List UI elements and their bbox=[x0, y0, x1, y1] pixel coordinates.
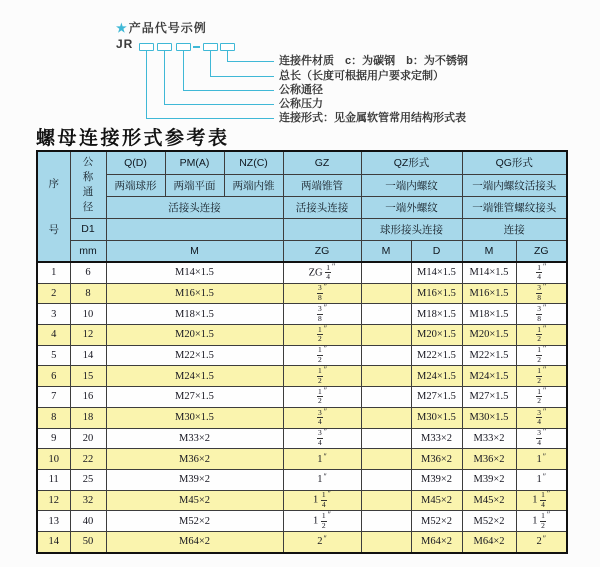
header-row-d1 bbox=[37, 218, 567, 240]
table-cell: M45×2 bbox=[411, 490, 462, 511]
table-header bbox=[37, 151, 567, 262]
thread-col-qz-d: D bbox=[411, 240, 462, 262]
table-cell: 2 bbox=[37, 283, 70, 304]
conn-generic: 连接 bbox=[462, 218, 567, 240]
table-cell: M22×1.5 bbox=[462, 345, 516, 366]
table-cell: 25 bbox=[70, 469, 106, 490]
empty-cell bbox=[283, 218, 361, 240]
col-header-qd: Q(D) bbox=[106, 151, 165, 174]
code-label-length: 总长（长度可根据用户要求定制） bbox=[279, 70, 444, 82]
table-cell: 10 bbox=[37, 449, 70, 470]
table-cell: 8 bbox=[70, 283, 106, 304]
table-cell: M22×1.5 bbox=[106, 345, 283, 366]
table-cell bbox=[361, 345, 411, 366]
code-label-diameter: 公称通径 bbox=[279, 84, 323, 96]
table-cell: M36×2 bbox=[106, 449, 283, 470]
table-cell: M20×1.5 bbox=[106, 325, 283, 346]
table-cell: 12 bbox=[37, 490, 70, 511]
connector-line bbox=[146, 118, 274, 119]
conn-union-gz: 活接头连接 bbox=[283, 196, 361, 218]
table-cell: 6 bbox=[37, 366, 70, 387]
thread-col-qg-zg: ZG bbox=[516, 240, 567, 262]
table-cell: 1″ bbox=[516, 449, 567, 470]
header-row-endtypes bbox=[37, 174, 567, 196]
table-cell: $\frac{1}{2}$ ″ bbox=[283, 366, 361, 387]
endtype-pma: 两端平面 bbox=[165, 174, 224, 196]
table-cell: M16×1.5 bbox=[462, 283, 516, 304]
col-header-nzc: NZ(C) bbox=[224, 151, 283, 174]
table-cell: M16×1.5 bbox=[411, 283, 462, 304]
table-cell: M45×2 bbox=[106, 490, 283, 511]
table-cell: 1 bbox=[37, 262, 70, 283]
table-cell: 3 bbox=[37, 304, 70, 325]
thread-col-qz-m: M bbox=[361, 240, 411, 262]
header-row-units bbox=[37, 240, 567, 262]
table-cell: $\frac{1}{2}$ ″ bbox=[516, 345, 567, 366]
table-cell: 1″ bbox=[516, 469, 567, 490]
table-cell: $\frac{3}{8}$ ″ bbox=[283, 283, 361, 304]
table-cell: M52×2 bbox=[462, 511, 516, 532]
endtype-gz: 两端锥管 bbox=[283, 174, 361, 196]
table-cell: M27×1.5 bbox=[462, 387, 516, 408]
table-cell bbox=[361, 366, 411, 387]
code-label-material: 连接件材质 c：为碳钢 b：为不锈钢 bbox=[279, 55, 468, 67]
table-cell: $\frac{1}{2}$ ″ bbox=[283, 387, 361, 408]
table-cell: $\frac{3}{4}$ ″ bbox=[516, 428, 567, 449]
table-cell: M22×1.5 bbox=[411, 345, 462, 366]
table-cell: 11 bbox=[37, 469, 70, 490]
table-cell: M16×1.5 bbox=[106, 283, 283, 304]
star-icon: ★ bbox=[116, 21, 128, 35]
table-cell: 1″ bbox=[283, 449, 361, 470]
table-cell: 13 bbox=[37, 511, 70, 532]
table-cell: 15 bbox=[70, 366, 106, 387]
table-cell: 7 bbox=[37, 387, 70, 408]
table-cell bbox=[361, 325, 411, 346]
table-cell: M52×2 bbox=[411, 511, 462, 532]
dn-label: 公称通径 bbox=[82, 155, 94, 213]
col-header-qz: QZ形式 bbox=[361, 151, 462, 174]
header-row-connection bbox=[37, 196, 567, 218]
table-cell: ZG $\frac{1}{4}$ ″ bbox=[283, 262, 361, 283]
table-cell: M45×2 bbox=[462, 490, 516, 511]
table-cell: 4 bbox=[37, 325, 70, 346]
table-row bbox=[37, 490, 567, 511]
table-cell: 32 bbox=[70, 490, 106, 511]
code-dash bbox=[193, 46, 200, 48]
seq-label: 序号 bbox=[48, 177, 59, 236]
connector-line bbox=[227, 61, 274, 62]
table-cell bbox=[361, 387, 411, 408]
table-cell: M39×2 bbox=[462, 469, 516, 490]
table-row bbox=[37, 325, 567, 346]
connector-line bbox=[164, 50, 165, 104]
endtype-qz: 一端内螺纹 bbox=[361, 174, 462, 196]
connector-line bbox=[210, 76, 274, 77]
table-cell bbox=[361, 304, 411, 325]
table-cell bbox=[361, 407, 411, 428]
table-row bbox=[37, 469, 567, 490]
connector-line bbox=[146, 50, 147, 118]
col-header-qg: QG形式 bbox=[462, 151, 567, 174]
table-cell: M14×1.5 bbox=[462, 262, 516, 283]
conn-external-thread: 一端外螺纹 bbox=[361, 196, 462, 218]
col-header-gz: GZ bbox=[283, 151, 361, 174]
table-cell bbox=[361, 283, 411, 304]
endtype-qg: 一端内螺纹活接头 bbox=[462, 174, 567, 196]
col-header-d1: D1 bbox=[70, 218, 106, 240]
table-cell: M24×1.5 bbox=[462, 366, 516, 387]
table-cell: M64×2 bbox=[106, 531, 283, 552]
table-cell: M30×1.5 bbox=[411, 407, 462, 428]
col-header-pma: PM(A) bbox=[165, 151, 224, 174]
table-cell: $\frac{3}{4}$ ″ bbox=[283, 428, 361, 449]
table-cell: 16 bbox=[70, 387, 106, 408]
endtype-nzc: 两端内锥 bbox=[224, 174, 283, 196]
table-cell: M27×1.5 bbox=[411, 387, 462, 408]
table-cell: M24×1.5 bbox=[106, 366, 283, 387]
table-cell: 40 bbox=[70, 511, 106, 532]
table-cell: 5 bbox=[37, 345, 70, 366]
table-cell: M18×1.5 bbox=[411, 304, 462, 325]
thread-col-qg-m: M bbox=[462, 240, 516, 262]
table-cell: M27×1.5 bbox=[106, 387, 283, 408]
nut-connection-table bbox=[36, 150, 568, 554]
table-row bbox=[37, 531, 567, 552]
table-cell: 12 bbox=[70, 325, 106, 346]
table-row bbox=[37, 428, 567, 449]
table-cell: M33×2 bbox=[462, 428, 516, 449]
thread-col-zg: ZG bbox=[283, 240, 361, 262]
table-cell: M36×2 bbox=[411, 449, 462, 470]
table-row bbox=[37, 387, 567, 408]
table-cell: M33×2 bbox=[106, 428, 283, 449]
thread-col-m: M bbox=[106, 240, 283, 262]
table-row bbox=[37, 366, 567, 387]
table-cell: $\frac{1}{2}$ ″ bbox=[283, 345, 361, 366]
table-row bbox=[37, 407, 567, 428]
table-cell: M18×1.5 bbox=[106, 304, 283, 325]
table-cell: $\frac{1}{4}$ ″ bbox=[516, 262, 567, 283]
table-cell: $\frac{3}{4}$ ″ bbox=[516, 407, 567, 428]
header-row-forms bbox=[37, 151, 567, 174]
table-cell: M52×2 bbox=[106, 511, 283, 532]
table-cell: M30×1.5 bbox=[106, 407, 283, 428]
table-cell: M39×2 bbox=[106, 469, 283, 490]
table-cell: 50 bbox=[70, 531, 106, 552]
table-row bbox=[37, 283, 567, 304]
table-cell: 6 bbox=[70, 262, 106, 283]
empty-cell bbox=[106, 218, 283, 240]
table-row bbox=[37, 304, 567, 325]
product-code-heading-text: 产品代号示例 bbox=[128, 21, 207, 35]
table-cell: $\frac{1}{2}$ ″ bbox=[516, 387, 567, 408]
table-cell: M64×2 bbox=[462, 531, 516, 552]
table-cell: M36×2 bbox=[462, 449, 516, 470]
table-cell: $\frac{1}{2}$ ″ bbox=[516, 366, 567, 387]
product-code-prefix: JR bbox=[116, 37, 134, 51]
table-cell: 1″ bbox=[283, 469, 361, 490]
table-row bbox=[37, 345, 567, 366]
table-cell: 1 $\frac{1}{4}$ ″ bbox=[283, 490, 361, 511]
table-cell: 20 bbox=[70, 428, 106, 449]
col-header-mm: mm bbox=[70, 240, 106, 262]
table-cell: 14 bbox=[37, 531, 70, 552]
table-cell: M33×2 bbox=[411, 428, 462, 449]
table-cell: M14×1.5 bbox=[411, 262, 462, 283]
col-header-seq bbox=[37, 151, 70, 262]
table-cell: 18 bbox=[70, 407, 106, 428]
table-body bbox=[37, 262, 567, 553]
table-cell: $\frac{3}{4}$ ″ bbox=[283, 407, 361, 428]
table-cell: $\frac{3}{8}$ ″ bbox=[283, 304, 361, 325]
table-row bbox=[37, 449, 567, 470]
table-cell bbox=[361, 262, 411, 283]
table-cell: M14×1.5 bbox=[106, 262, 283, 283]
table-cell: $\frac{3}{8}$ ″ bbox=[516, 283, 567, 304]
table-cell: $\frac{1}{2}$ ″ bbox=[283, 325, 361, 346]
table-cell: M18×1.5 bbox=[462, 304, 516, 325]
table-cell: M24×1.5 bbox=[411, 366, 462, 387]
connector-line bbox=[227, 50, 228, 61]
table-cell: 1 $\frac{1}{4}$ ″ bbox=[516, 490, 567, 511]
table-cell: 8 bbox=[37, 407, 70, 428]
endtype-qd: 两端球形 bbox=[106, 174, 165, 196]
table-row bbox=[37, 262, 567, 283]
connector-line bbox=[183, 50, 184, 90]
table-cell: 22 bbox=[70, 449, 106, 470]
conn-union: 活接头连接 bbox=[106, 196, 283, 218]
table-cell: M20×1.5 bbox=[462, 325, 516, 346]
table-cell: 10 bbox=[70, 304, 106, 325]
code-label-connection: 连接形式：见金属软管常用结构形式表 bbox=[279, 112, 466, 124]
table-cell: $\frac{3}{8}$ ″ bbox=[516, 304, 567, 325]
table-cell bbox=[361, 511, 411, 532]
table-title: 螺母连接形式参考表 bbox=[36, 128, 230, 149]
table-cell: M20×1.5 bbox=[411, 325, 462, 346]
table-cell: M64×2 bbox=[411, 531, 462, 552]
col-header-dn bbox=[70, 151, 106, 218]
conn-spherical: 球形接头连接 bbox=[361, 218, 462, 240]
conn-taper-thread: 一端锥管螺纹接头 bbox=[462, 196, 567, 218]
code-label-pressure: 公称压力 bbox=[279, 98, 323, 110]
table-cell: 14 bbox=[70, 345, 106, 366]
connector-line bbox=[210, 50, 211, 76]
table-cell bbox=[361, 531, 411, 552]
table-cell: 1 $\frac{1}{2}$ ″ bbox=[283, 511, 361, 532]
table-cell bbox=[361, 490, 411, 511]
table-cell: M39×2 bbox=[411, 469, 462, 490]
table-row bbox=[37, 511, 567, 532]
table-cell: 9 bbox=[37, 428, 70, 449]
table-cell: 2″ bbox=[516, 531, 567, 552]
table-cell: 1 $\frac{1}{2}$ ″ bbox=[516, 511, 567, 532]
connector-line bbox=[183, 90, 274, 91]
table-cell: 2″ bbox=[283, 531, 361, 552]
table-cell: $\frac{1}{2}$ ″ bbox=[516, 325, 567, 346]
table-cell bbox=[361, 449, 411, 470]
product-code-heading bbox=[116, 19, 207, 36]
table-cell bbox=[361, 469, 411, 490]
table-cell: M30×1.5 bbox=[462, 407, 516, 428]
table-cell bbox=[361, 428, 411, 449]
connector-line bbox=[164, 104, 274, 105]
